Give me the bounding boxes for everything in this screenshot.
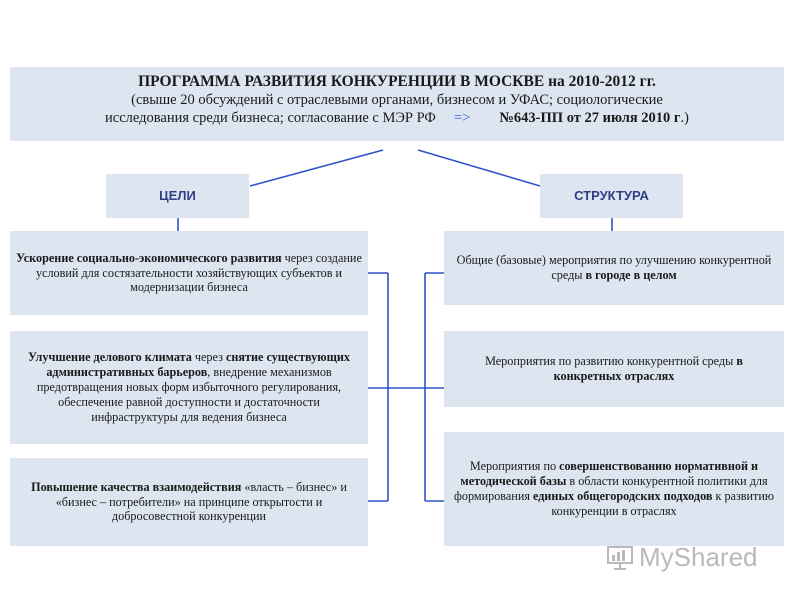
connector-title-to-structure — [418, 150, 540, 186]
watermark-text: MyShared — [639, 541, 758, 572]
goal-box-2: Улучшение делового климата через снятие существующих административных барьеров, внедрение механизмов предотвращения новых форм избыточного регулирования, обеспечение равной доступности и достаточности инфраструктуры для ведения бизнеса — [10, 331, 368, 444]
decree-reference: №643-ПП от 27 июля 2010 г — [499, 109, 681, 126]
goal-box-3: Повышение качества взаимодействия «власть – бизнес» и «бизнес – потребители» на принципе открытости и добросовестной конкуренции — [10, 458, 368, 546]
structure-heading: СТРУКТУРА — [540, 174, 683, 218]
goals-heading: ЦЕЛИ — [106, 174, 249, 218]
program-subtitle-line-2: исследования среди бизнеса; согласование с МЭР РФ => №643-ПП от 27 июля 2010 г.) — [105, 109, 689, 126]
structure-box-3: Мероприятия по совершенствованию нормативной и методической базы в области конкурентной политики для формирования единых общегородских подходов к развитию конкуренции в отраслях — [444, 432, 784, 546]
structure-box-1: Общие (базовые) мероприятия по улучшению конкурентной среды в городе в целом — [444, 231, 784, 305]
watermark-logo — [605, 540, 758, 574]
program-title: ПРОГРАММА РАЗВИТИЯ КОНКУРЕНЦИИ В МОСКВЕ на 2010-2012 гг. — [138, 73, 656, 90]
connector-title-to-goals — [250, 150, 383, 186]
program-subtitle-line: (свыше 20 обсуждений с отраслевыми органами, бизнесом и УФАС; социологические — [131, 91, 663, 108]
structure-box-2: Мероприятия по развитию конкурентной среды в конкретных отраслях — [444, 331, 784, 407]
arrow-icon: => — [454, 109, 471, 126]
presentation-icon — [605, 542, 635, 572]
goal-box-1: Ускорение социально-экономического развития через создание условий для состязательности хозяйствующих субъектов и модернизации бизнеса — [10, 231, 368, 315]
program-title-box — [10, 67, 784, 141]
